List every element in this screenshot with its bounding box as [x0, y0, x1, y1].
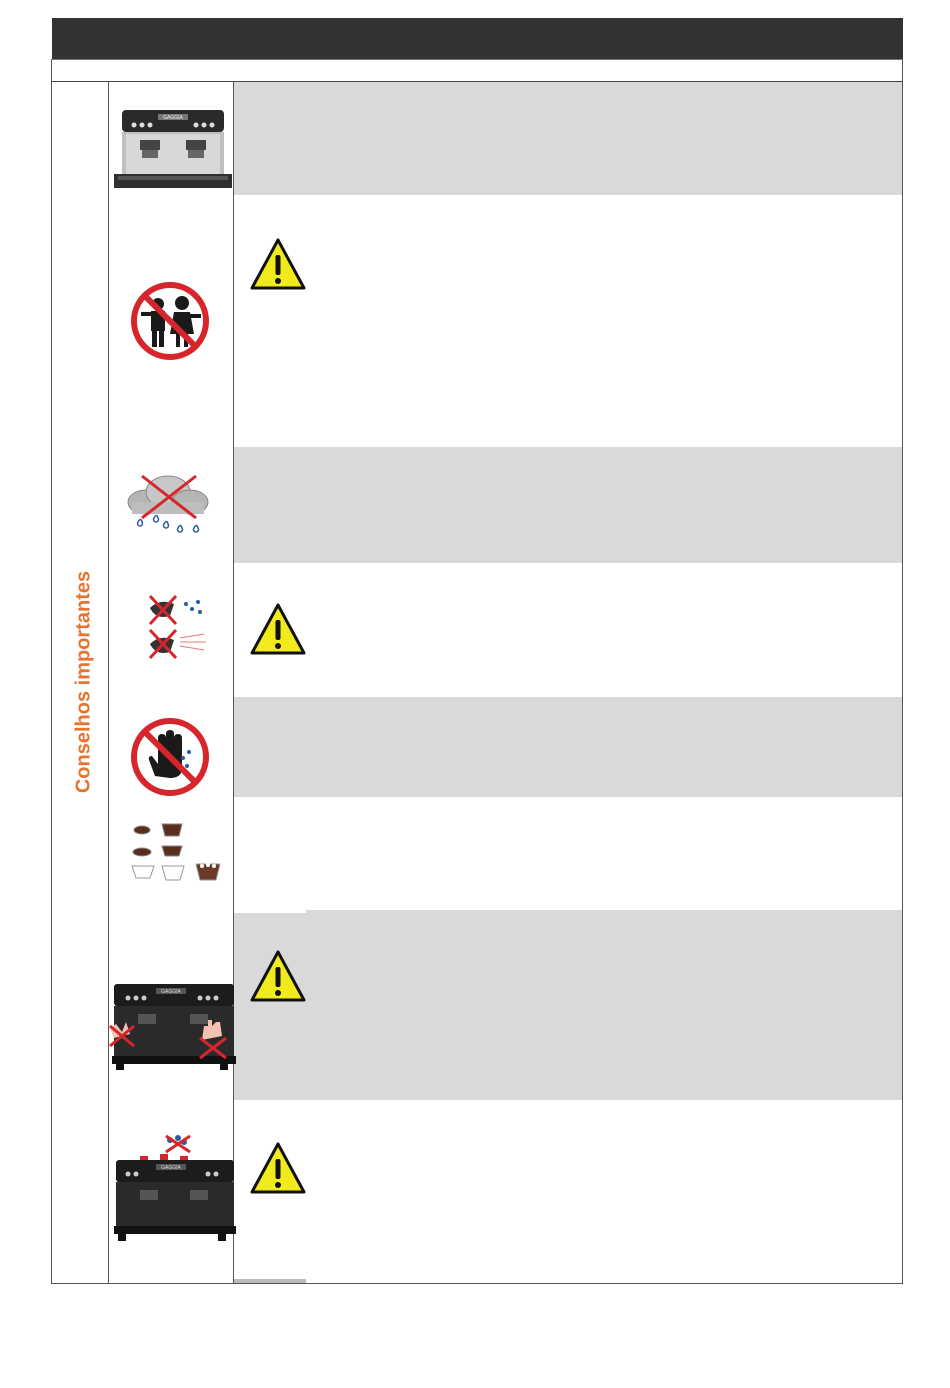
no-children-icon [131, 282, 209, 360]
header-bar [52, 18, 903, 60]
warning-icon [249, 237, 307, 291]
warning-icon [249, 1141, 307, 1195]
no-hands-machine-icon [108, 982, 238, 1072]
brand-logo: GAGGIA [163, 115, 183, 121]
brand-logo: GAGGIA [161, 989, 181, 995]
no-wet-hands-icon [131, 718, 209, 796]
warning-icon [249, 949, 307, 1003]
no-rain-icon [124, 472, 212, 540]
espresso-machine-icon [112, 108, 234, 192]
no-water-jet-icon [142, 594, 208, 662]
brand-logo: GAGGIA [161, 1165, 181, 1171]
content-column [233, 81, 903, 1284]
nothing-on-top-icon [110, 1134, 238, 1244]
section-title: Conselhos importantes [72, 570, 95, 794]
warning-icon [249, 602, 307, 656]
coffee-cups-icon [128, 820, 224, 888]
